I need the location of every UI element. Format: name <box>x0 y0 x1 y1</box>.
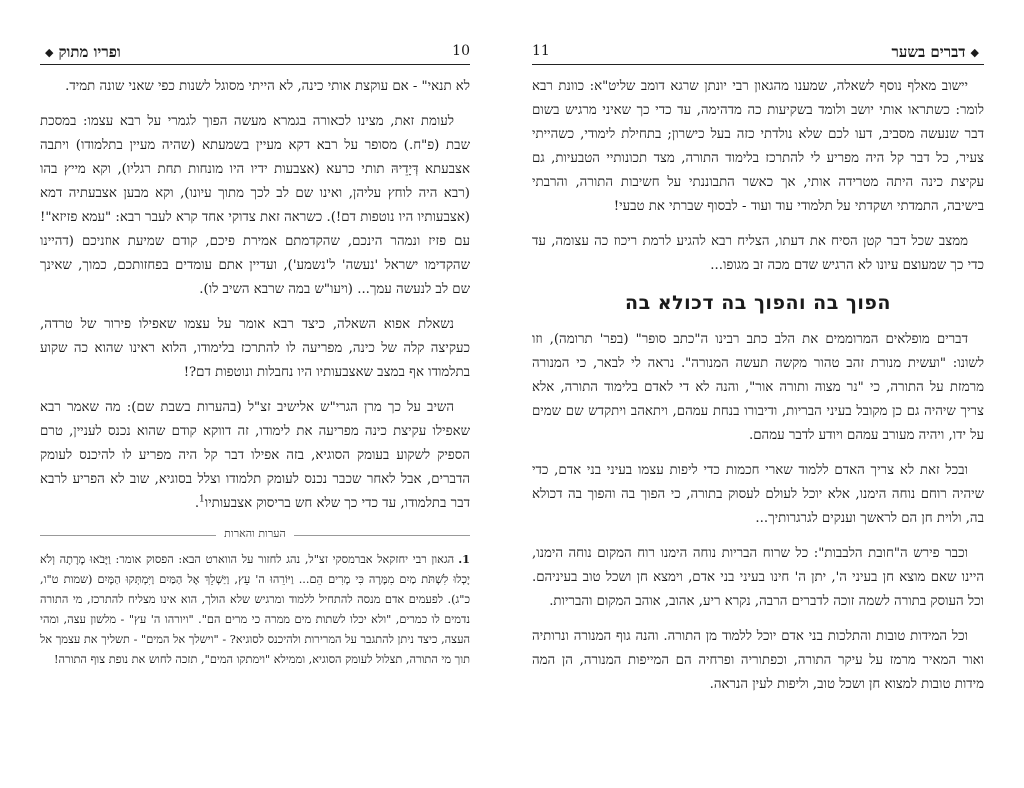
right-paragraph-1: יישוב מאלף נוסף לשאלה, שמענו מהגאון רבי יונתן שרגא דומב שליט"א: כוונת רבא לומר: כשתראו אותי יושב ולומד בשקיעות כה מדהימה, עד כדי כך שאיני מרגיש בשום דבר שנעשה מסביב, דעו לכם שלא נולדתי כזה בעל כישרון; בתחילת לימודי, כשהייתי צעיר, כל דבר קל היה מפריע לי להתרכז בלימוד התורה, מצד תכונותיי הטבעיות, גם עקיצת כינה היתה מטרידה אותי, אך כאשר התבוננתי על חשיבות התורה, והרבתי בישיבה, התמדתי ושקדתי על תלמודי עוד ועוד - לבסוף שברתי את טבעי! <box>532 79 984 214</box>
left-paragraph-3: נשאלת אפוא השאלה, כיצד רבא אומר על עצמו שאפילו פירור של טרדה, כעקיצה קלה של כינה, מפריעה לו להתרכז בלימודו, הלוא ראינו שהוא כה שקוע בתלמודו אף במצב שאצבעותיו היו נחבלות ונוטפות דם?! <box>40 317 470 380</box>
left-paragraph-2: לעומת זאת, מצינו לכאורה בגמרא מעשה הפוך לגמרי על רבא עצמו: במסכת שבת (פ"ח.) מסופר על רבא דקא מעיין בשמעתא (שהיה מעיין בתלמודו) ויתבה אצבעתא דְּיָדֵיהּ תותי כרעא (אצבעות ידיו היו מונחות תחת רגליו), וקא מייץ בהו (רבא היה לוחץ עליהן, ואינו שם לב לכך מתוך עיונו), וקא מבען אצבעתיה דמא (אצבעותיו היו נוטפות דם!). כשראה זאת צדוקי אחד קרא לעבר רבא: "עמא פזיזא"! עם פזיז ונמהר הינכם, שהקדמתם אמירת פיכם, קודם שמיעת אוזניכם (דהיינו שהקדימו ישראל 'נעשה' ל'נשמע'), ועדיין אתם עומדים בפחזותכם, כמוך, שאינך שם לב לנעשה עמך... (ויעו"ש במה שרבא השיב לו). <box>40 114 470 297</box>
left-header-title-text: ופריו מתוק <box>58 43 121 61</box>
right-page-number: 11 <box>532 43 550 59</box>
right-paragraph-6: וכל המידות טובות והתלכות בני אדם יוכל ללמוד מן התורה. והנה גוף המנורה ונרותיה ואור המאיר מרמז על עיקר התורה, וכפתוריה ופרחיה הם המייפות המנורה, הן המה מידות טובות למצוא חן ושכל טוב, וליפות לעין הנראה. <box>532 629 984 692</box>
right-paragraph-4: ובכל זאת לא צריך האדם ללמוד שארי חכמות כדי ליפות עצמו בעיני בני אדם, כדי שיהיה רוחם נוחה הימנו, אלא יוכל לעולם לעסוק בתורה, כי הפוך בה והפוך בה דכולא בה, ולוית חן הם לראשך וענקים לגרגרותיך... <box>532 463 984 526</box>
left-page-body <box>40 75 470 670</box>
right-paragraph-5: וכבר פירש ה"חובת הלבבות": כל שרוח הבריות נוחה הימנו רוח המקום נוחה הימנו, היינו שאם מוצא חן בעיני ה', יתן ה' חינו בעיני בני אדם, וימצא חן ושכל טוב בעיניהם. וכל העוסק בתורה לשמה זוכה לדברים הרבה, נקרא ריע, אהוב, אוהב המקום והבריות. <box>532 546 984 609</box>
left-page-number: 10 <box>452 43 470 59</box>
right-page <box>532 0 984 788</box>
left-paragraph-4: השיב על כך מרן הגרי"ש אלישיב זצ"ל (בהערות בשבת שם): מה שאמר רבא שאפילו עקיצת כינה מפריעה את לימודו, זה דווקא קודם שהוא נכנס לעניין, טרם הספיק לשקוע בעומק הסוגיא, בזה אפילו דבר קל היה מפריע לו להיכנס לעומק הדברים, אבל לאחר שכבר נכנס לעומק תלמודו וצלל בסוגיא, שוב לא הפריע לרבא דבר בתלמודו, עד כדי כך שלא חש בריסוק אצבעותיו$^1$. <box>40 400 470 511</box>
right-running-head <box>532 40 984 65</box>
right-paragraph-3: דברים מופלאים המרוממים את הלב כתב רבינו ה"כתב סופר" (בפר' תרומה), וזו לשונו: "ועשית מנורת זהב טהור מקשה תעשה המנורה". נראה לי לבאר, כי המנורה מרמזת על התורה, כי "נר מצוה ותורה אור", והנה לא די לאדם בלימוד התורה, אלא צריך שיהיה גם כן מקובל בעיני הבריות, ודיבורו בנחת עמהם, ויתאהב ויתקדש שם שמים על ידו, ויהיה מעורב עמהם ויודע לדבר עמהם. <box>532 332 984 443</box>
right-header-title <box>891 43 984 62</box>
right-header-title-text: דברים בשער <box>891 43 966 61</box>
notes-divider <box>40 527 470 543</box>
notes-heading: הערות והארות <box>216 527 294 540</box>
diamond-ornament-icon: ◆ <box>45 46 54 59</box>
right-paragraph-2: ממצב שכל דבר קטן הסיח את דעתו, הצליח רבא להגיע לרמת ריכוז כה עצומה, עד כדי כך שמעוצם עיונו לא הרגיש שדם מכה זב מגופו... <box>532 234 984 273</box>
right-page-body <box>532 75 984 697</box>
footnote-number: 1. <box>458 552 470 566</box>
footnote-text: הגאון רבי יחזקאל אברמסקי זצ"ל, נהג לחזור על הווארט הבא: הפסוק אומר: וַיָּבֹאוּ מָרָתָה וְלֹא יָכְלוּ לִשְׁתֹּת מַיִם מִמָּרָה כִּי מָרִים הֵם... וַיּוֹרֵהוּ ה' עֵץ, וַיַּשְׁלֵךְ אֶל הַמַּיִם וַיִּמְתְּקוּ הַמָּיִם (שמות ט"ו, כ"ג). לפעמים אדם מנסה להתחיל ללמוד ומרגיש שלא הולך, הוא אינו מצליח להתרכז, מי התורה נדמים לו כמרים, "ולא יכלו לשתות מים ממרה כי מרים הם". "ויורהו ה' עץ" - מלשון עצה, ומהי העצה, כיצד ניתן להתגבר על המרירות ולהיכנס לסוגיא? - "וישלך אל המים" - תשליך את עצמך אל תוך מי התורה, תצלול לעומק הסוגיא, וממילא "וימתקו המים", תזכה לחוש את נופת צוף התורה! <box>40 553 470 666</box>
diamond-ornament-icon: ◆ <box>970 46 979 59</box>
left-paragraph-1: לא תנאי" - אם עוקצת אותי כינה, לא הייתי מסוגל לשנות כפי שאני שונה תמיד. <box>65 79 470 94</box>
left-paragraph-4-text: השיב על כך מרן הגרי"ש אלישיב זצ"ל (בהערות בשבת שם): מה שאמר רבא שאפילו עקיצת כינה מפריעה את לימודו, זה דווקא קודם שהוא נכנס לעניין, טרם הספיק לשקוע בעומק הסוגיא, בזה אפילו דבר קל היה מפריע לו להיכנס לעומק הדברים, אבל לאחר שכבר נכנס לעומק תלמודו וצלל בסוגיא, שוב לא הפריע לרבא דבר בתלמודו, עד כדי כך שלא חש בריסוק אצבעותיו <box>40 400 470 511</box>
left-page <box>40 0 470 788</box>
left-running-head <box>40 40 470 65</box>
section-heading: הפוך בה והפוך בה דכולא בה <box>625 292 891 314</box>
footnote-reference[interactable]: 1 <box>199 494 205 505</box>
footnote <box>40 549 470 670</box>
left-header-title <box>40 43 121 62</box>
